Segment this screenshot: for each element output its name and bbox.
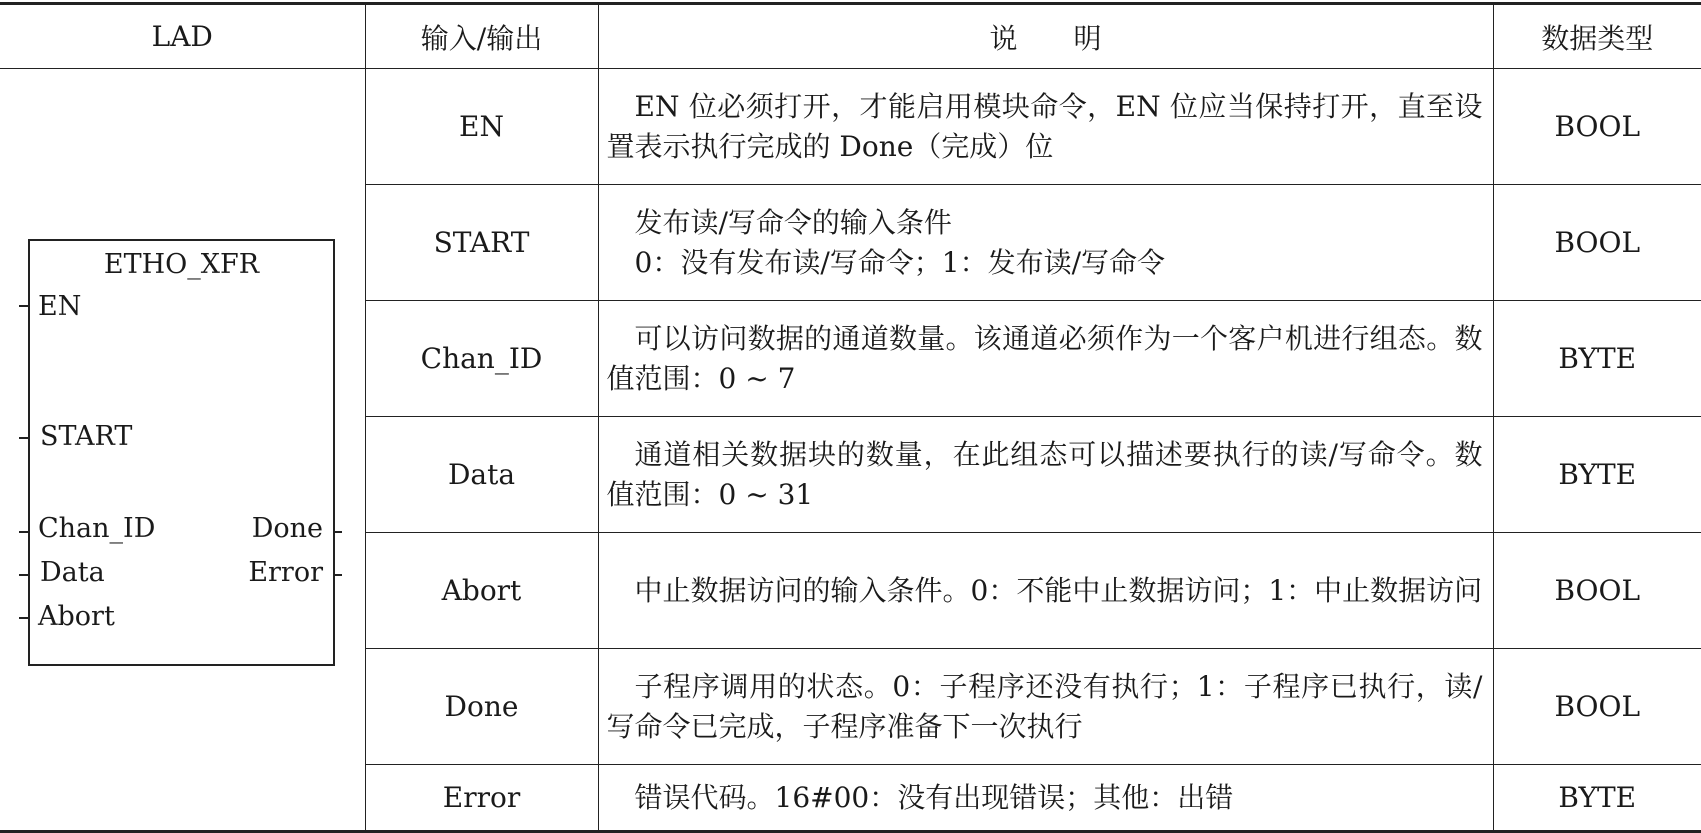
header-row	[0, 4, 1701, 69]
desc-cell	[598, 301, 1493, 417]
pin-start: START	[40, 421, 133, 452]
header-io: 输入/输出	[365, 4, 598, 69]
pin-stub-en	[19, 305, 28, 307]
instruction-table	[0, 2, 1701, 833]
ladder-function-block	[28, 239, 333, 664]
type-cell: BOOL	[1493, 69, 1701, 185]
desc-cell	[598, 417, 1493, 533]
desc-text: EN 位必须打开，才能启用模块命令，EN 位应当保持打开，直至设置表示执行完成的 Done（完成）位	[606, 89, 1483, 163]
desc-text: 通道相关数据块的数量，在此组态可以描述要执行的读/写命令。数值范围：0 ~ 31	[606, 437, 1483, 511]
io-cell: EN	[365, 69, 598, 185]
io-cell: START	[365, 185, 598, 301]
desc-cell	[598, 533, 1493, 649]
desc-cell	[598, 765, 1493, 832]
lad-cell	[0, 69, 365, 832]
header-desc: 说 明	[598, 4, 1493, 69]
desc-text-line-1: 发布读/写命令的输入条件	[634, 205, 952, 239]
desc-text: 中止数据访问的输入条件。0：不能中止数据访问；1：中止数据访问	[634, 573, 1483, 607]
desc-text: 子程序调用的状态。0：子程序还没有执行；1：子程序已执行，读/写命令已完成，子程序准备下一次执行	[606, 669, 1483, 743]
io-cell: Chan_ID	[365, 301, 598, 417]
type-cell: BOOL	[1493, 533, 1701, 649]
io-cell: Done	[365, 649, 598, 765]
pin-stub-error	[333, 574, 342, 576]
header-lad: LAD	[0, 4, 365, 69]
type-cell: BYTE	[1493, 765, 1701, 832]
table-row	[0, 69, 1701, 185]
block-title: ETHO_XFR	[103, 249, 260, 280]
desc-text: 错误代码。16#00：没有出现错误；其他：出错	[634, 780, 1234, 814]
pin-done: Done	[251, 513, 323, 544]
pin-stub-done	[333, 531, 342, 533]
pin-stub-abort	[19, 617, 28, 619]
io-cell: Abort	[365, 533, 598, 649]
header-type: 数据类型	[1493, 4, 1701, 69]
type-cell: BYTE	[1493, 301, 1701, 417]
pin-stub-chan-id	[19, 531, 28, 533]
type-cell: BOOL	[1493, 185, 1701, 301]
io-cell: Error	[365, 765, 598, 832]
pin-stub-start	[19, 437, 28, 439]
desc-cell	[598, 185, 1493, 301]
desc-text-line-2: 0：没有发布读/写命令；1：发布读/写命令	[634, 245, 1165, 279]
pin-data: Data	[40, 557, 105, 588]
pin-chan-id: Chan_ID	[38, 513, 156, 544]
pin-en: EN	[38, 291, 82, 322]
type-cell: BYTE	[1493, 417, 1701, 533]
io-cell: Data	[365, 417, 598, 533]
pin-abort: Abort	[38, 601, 115, 632]
pin-error: Error	[248, 557, 323, 588]
type-cell: BOOL	[1493, 649, 1701, 765]
pin-stub-data	[19, 574, 28, 576]
desc-cell	[598, 649, 1493, 765]
desc-cell	[598, 69, 1493, 185]
desc-text: 可以访问数据的通道数量。该通道必须作为一个客户机进行组态。数值范围：0 ~ 7	[606, 321, 1483, 395]
